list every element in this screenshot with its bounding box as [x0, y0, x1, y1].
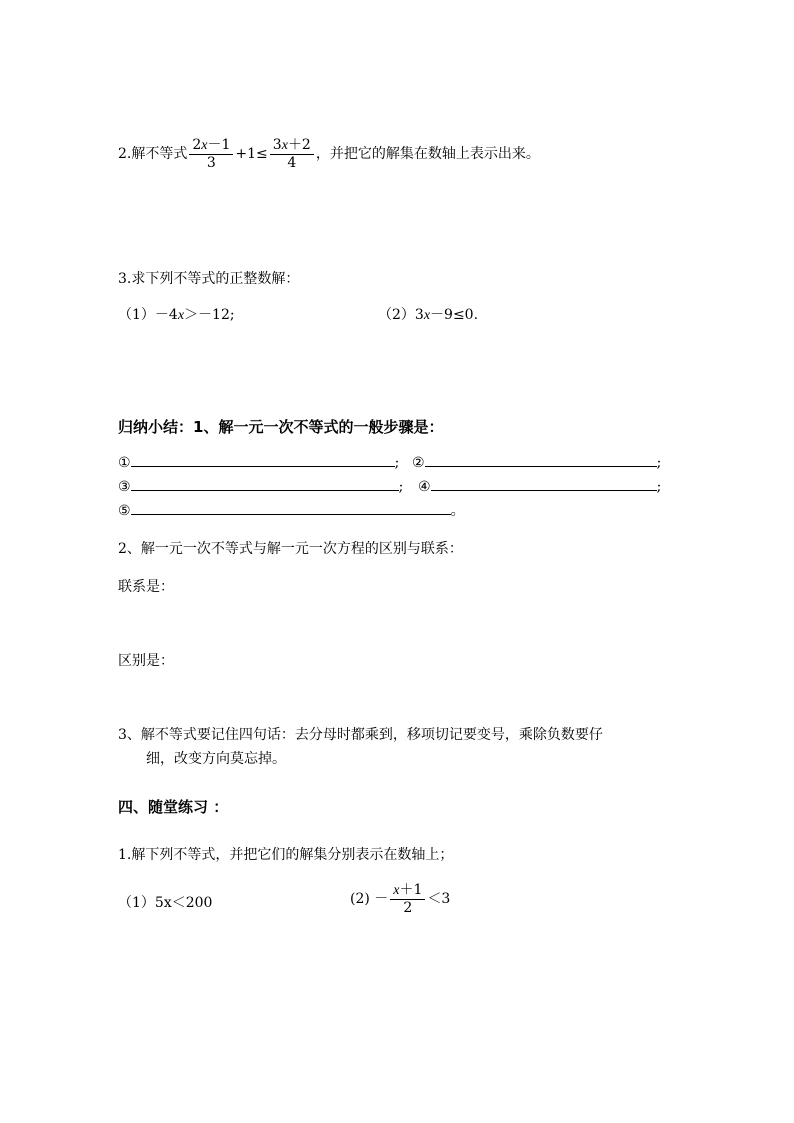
step-line-4: ④ ;: [418, 476, 661, 495]
q2-suffix: ，并把它的解集在数轴上表示出来。: [315, 146, 540, 162]
summary-item-3-line-1: 3、解不等式要记住四句话：去分母时都乘到，移项切记要变号，乘除负数要仔: [118, 727, 603, 743]
blank-3[interactable]: [131, 476, 399, 491]
step-line-2: ② ;: [412, 452, 661, 471]
summary-heading: 归纳小结：1、解一元一次不等式的一般步骤是：: [118, 418, 444, 436]
blank-2[interactable]: [425, 452, 657, 467]
step-line-1: ① ;: [118, 452, 399, 471]
section-4-heading: 四、随堂练习 ：: [118, 798, 229, 816]
question-2: [118, 136, 540, 172]
fraction-1: $\frac{2x-1}{3}$: [189, 137, 233, 171]
blank-4[interactable]: [431, 476, 657, 491]
section-4-question-1: 1.解下列不等式，并把它们的解集分别表示在数轴上；: [118, 847, 454, 863]
blank-5[interactable]: [131, 500, 451, 515]
q2-mid: +1≤: [235, 146, 268, 162]
summary-item-2: 2、解一元一次不等式与解一元一次方程的区别与联系：: [118, 541, 463, 557]
step-line-5: ⑤ 。: [118, 500, 465, 520]
fraction-2: $\frac{3x+2}{4}$: [270, 137, 314, 171]
question-3-part-2: （2）3x－9≤0.: [378, 307, 479, 323]
blank-1[interactable]: [131, 452, 395, 467]
step-line-3: ③ ;: [118, 476, 403, 495]
summary-item-3-line-2: 细，改变方向莫忘掉。: [146, 751, 286, 767]
difference-label: 区别是：: [118, 653, 174, 669]
connection-label: 联系是：: [118, 579, 174, 595]
q2-prefix: 2.解不等式: [118, 146, 188, 162]
question-3-part-1: （1）－4x＞－12;: [118, 307, 235, 323]
section-4-part-2: (2) － $\frac{x+1}{2}$ ＜3: [350, 881, 451, 916]
fraction-3: $\frac{x+1}{2}$: [390, 882, 425, 916]
question-3-title: 3.求下列不等式的正整数解：: [118, 271, 300, 287]
section-4-part-1: （1）5x＜200: [118, 895, 213, 911]
